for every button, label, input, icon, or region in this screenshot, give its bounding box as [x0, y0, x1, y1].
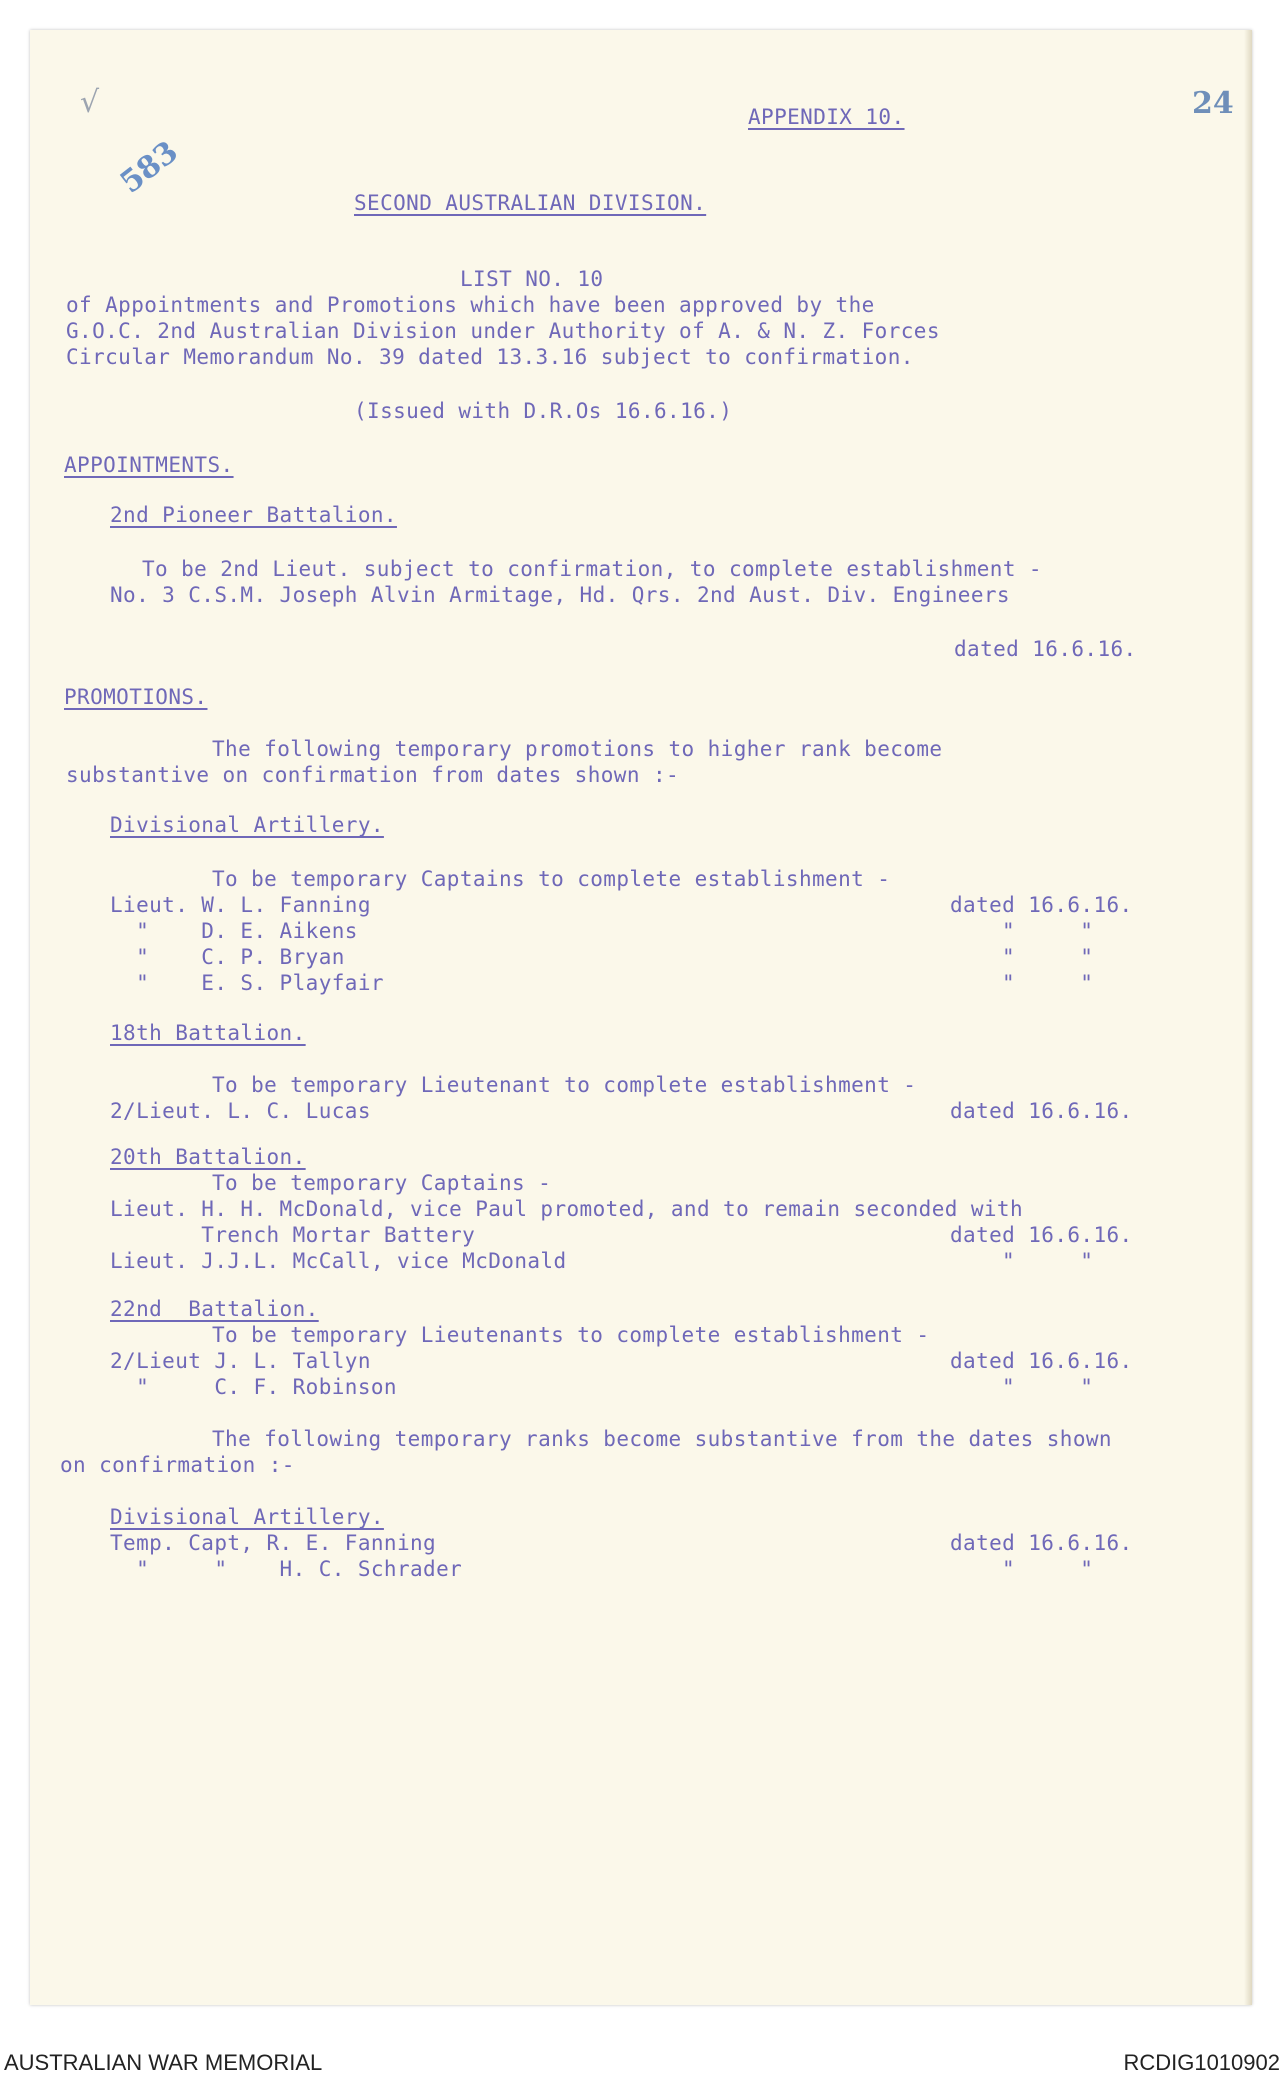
divisional-artillery-heading: Divisional Artillery. [110, 813, 384, 837]
list-number: LIST NO. 10 [460, 267, 604, 291]
battalion-18-subhead: To be temporary Lieutenant to complete establishment - [212, 1073, 917, 1097]
battalion-22-row-1: 2/Lieut J. L. Tallyn [110, 1349, 371, 1373]
artillery-ranks-row-1: Temp. Capt, R. E. Fanning [110, 1531, 437, 1555]
division-heading: SECOND AUSTRALIAN DIVISION. [354, 191, 707, 215]
battalion-22-heading: 22nd Battalion. [110, 1297, 319, 1321]
battalion-20-line-3: Lieut. J.J.L. McCall, vice McDonald [110, 1249, 567, 1273]
appendix-heading: APPENDIX 10. [748, 105, 905, 129]
artillery-row-3: " C. P. Bryan [110, 945, 345, 969]
artillery-row-4: " E. S. Playfair [110, 971, 384, 995]
intro-line-1: of Appointments and Promotions which have been approved by the [66, 293, 875, 317]
pencil-tick: √ [80, 85, 100, 120]
battalion-22-row-2: " C. F. Robinson [110, 1375, 397, 1399]
artillery-row-1: Lieut. W. L. Fanning [110, 893, 371, 917]
battalion-20-subhead: To be temporary Captains - [212, 1171, 552, 1195]
battalion-20-heading: 20th Battalion. [110, 1145, 306, 1169]
page-edge-shadow [1244, 30, 1252, 2005]
appointment-date: dated 16.6.16. [954, 637, 1137, 661]
promotions-heading: PROMOTIONS. [64, 685, 208, 709]
battalion-18-row-date: dated 16.6.16. [950, 1099, 1133, 1123]
footer-record-id: RCDIG1010902 [1123, 2050, 1280, 2075]
promotions-intro-line-2: substantive on confirmation from dates shown :- [66, 763, 680, 787]
battalion-20-line-2: Trench Mortar Battery [110, 1223, 476, 1247]
temp-ranks-line-2: on confirmation :- [60, 1453, 295, 1477]
artillery-ranks-heading: Divisional Artillery. [110, 1505, 384, 1529]
artillery-row-2: " D. E. Aikens [110, 919, 358, 943]
artillery-row-4-date: " " [1002, 971, 1094, 995]
artillery-row-2-date: " " [1002, 919, 1094, 943]
issued-note: (Issued with D.R.Os 16.6.16.) [354, 399, 733, 423]
appointments-unit-heading: 2nd Pioneer Battalion. [110, 503, 397, 527]
artillery-ranks-row-2: " " H. C. Schrader [110, 1557, 463, 1581]
appointment-line-1: To be 2nd Lieut. subject to confirmation, to complete establishment - [142, 557, 1042, 581]
artillery-row-3-date: " " [1002, 945, 1094, 969]
artillery-ranks-row-1-date: dated 16.6.16. [950, 1531, 1133, 1555]
folio-number: 24 [1192, 86, 1234, 121]
battalion-20-line-1: Lieut. H. H. McDonald, vice Paul promoted, and to remain seconded with [110, 1197, 1024, 1221]
artillery-ranks-row-2-date: " " [1002, 1557, 1094, 1581]
battalion-18-row: 2/Lieut. L. C. Lucas [110, 1099, 371, 1123]
archive-stamp-number: 583 [113, 134, 185, 201]
appointment-line-2: No. 3 C.S.M. Joseph Alvin Armitage, Hd. Qrs. 2nd Aust. Div. Engineers [110, 583, 1010, 607]
document-page [30, 30, 1252, 2005]
artillery-row-1-date: dated 16.6.16. [950, 893, 1133, 917]
appointments-heading: APPOINTMENTS. [64, 453, 234, 477]
battalion-20-line-3-date: " " [1002, 1249, 1094, 1273]
battalion-22-row-1-date: dated 16.6.16. [950, 1349, 1133, 1373]
divisional-artillery-subhead: To be temporary Captains to complete establishment - [212, 867, 891, 891]
promotions-intro-line-1: The following temporary promotions to higher rank become [212, 737, 943, 761]
temp-ranks-line-1: The following temporary ranks become substantive from the dates shown [212, 1427, 1112, 1451]
battalion-20-line-2-date: dated 16.6.16. [950, 1223, 1133, 1247]
footer-institution: AUSTRALIAN WAR MEMORIAL [4, 2050, 323, 2075]
battalion-22-subhead: To be temporary Lieutenants to complete establishment - [212, 1323, 930, 1347]
battalion-18-heading: 18th Battalion. [110, 1021, 306, 1045]
battalion-22-row-2-date: " " [1002, 1375, 1094, 1399]
intro-line-3: Circular Memorandum No. 39 dated 13.3.16 subject to confirmation. [66, 345, 914, 369]
intro-line-2: G.O.C. 2nd Australian Division under Authority of A. & N. Z. Forces [66, 319, 940, 343]
